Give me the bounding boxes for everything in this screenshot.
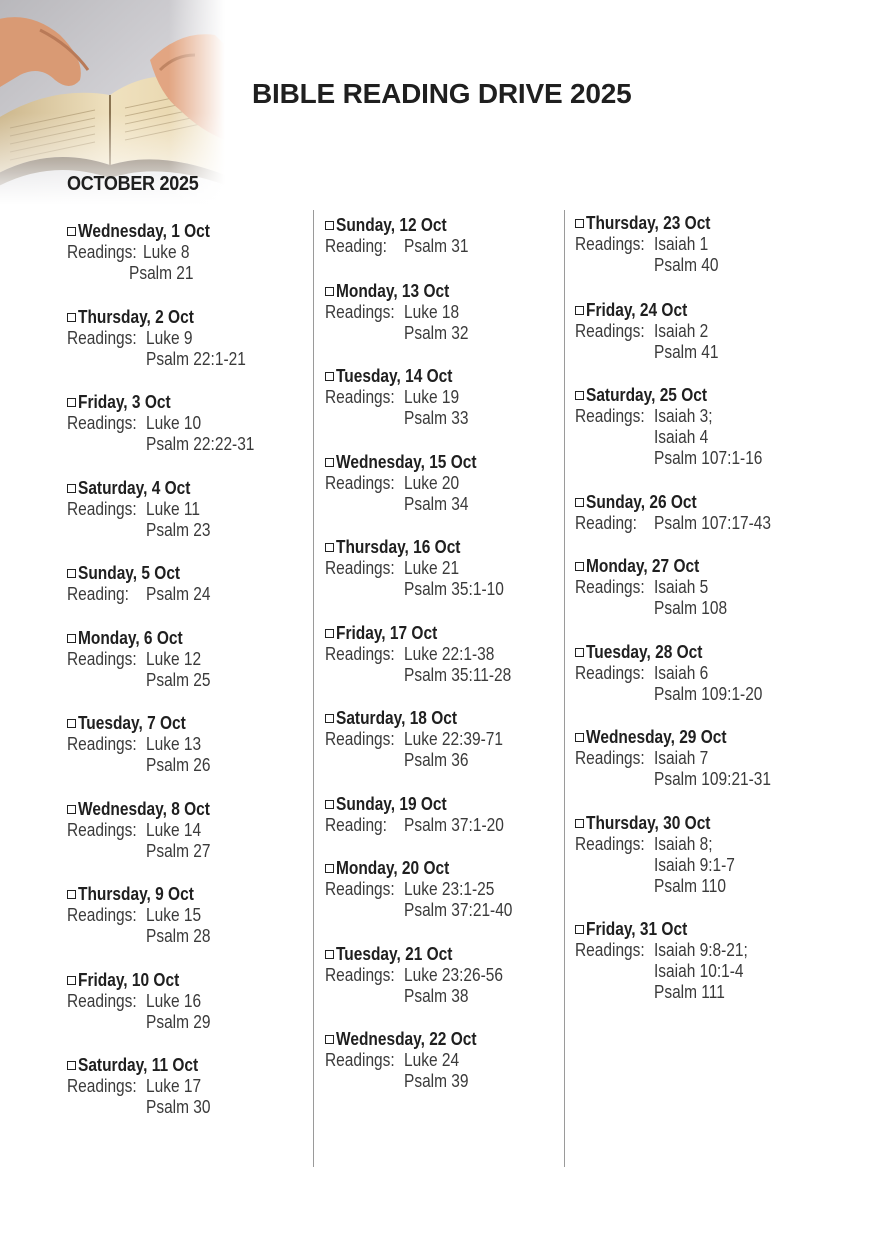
readings-label: Readings: xyxy=(67,649,137,669)
day-label: Wednesday, 22 Oct xyxy=(336,1029,477,1049)
reading-row xyxy=(325,1071,499,1092)
reading-passage: Psalm 107:1-16 xyxy=(654,448,763,468)
reading-passage: Isaiah 9:1-7 xyxy=(654,855,735,875)
readings-label: Readings: xyxy=(325,473,395,493)
checkbox-icon[interactable] xyxy=(325,714,334,723)
readings-label: Readings: xyxy=(575,234,645,254)
day-label: Friday, 24 Oct xyxy=(586,300,688,320)
day-entry xyxy=(67,307,246,370)
reading-passage: Luke 13 xyxy=(146,734,202,754)
reading-passage: Luke 23:26-56 xyxy=(404,965,503,985)
checkbox-icon[interactable] xyxy=(67,227,76,236)
day-heading xyxy=(575,300,704,321)
checkbox-icon[interactable] xyxy=(325,287,334,296)
day-label: Friday, 31 Oct xyxy=(586,919,688,939)
reading-row xyxy=(67,905,213,926)
reading-passage: Psalm 24 xyxy=(146,584,211,604)
reading-row xyxy=(325,900,513,921)
reading-row xyxy=(325,879,495,900)
day-entry xyxy=(325,281,468,344)
reading-row xyxy=(67,584,211,605)
reading-row xyxy=(67,242,231,263)
reading-row xyxy=(67,499,209,520)
checkbox-icon[interactable] xyxy=(325,800,334,809)
day-label: Sunday, 12 Oct xyxy=(336,215,447,235)
reading-row xyxy=(325,473,499,494)
day-entry xyxy=(575,385,763,469)
reading-passage: Luke 21 xyxy=(404,558,460,578)
day-entry xyxy=(325,944,503,1007)
readings-label: Reading: xyxy=(67,584,129,604)
reading-row xyxy=(67,413,202,434)
checkbox-icon[interactable] xyxy=(325,372,334,381)
day-label: Sunday, 19 Oct xyxy=(336,794,447,814)
day-entry xyxy=(575,213,731,276)
reading-row xyxy=(67,841,231,862)
reading-row xyxy=(575,342,719,363)
reading-row xyxy=(575,234,731,255)
reading-passage: Psalm 35:1-10 xyxy=(404,579,504,599)
month-heading: OCTOBER 2025 xyxy=(67,173,199,195)
day-label: Friday, 17 Oct xyxy=(336,623,438,643)
reading-passage: Psalm 41 xyxy=(654,342,719,362)
day-label: Sunday, 26 Oct xyxy=(586,492,697,512)
reading-row xyxy=(575,577,718,598)
reading-passage: Psalm 28 xyxy=(146,926,211,946)
checkbox-icon[interactable] xyxy=(575,219,584,228)
day-heading xyxy=(67,628,200,649)
reading-row xyxy=(325,302,468,323)
reading-row xyxy=(575,961,744,982)
reading-row xyxy=(325,494,499,515)
reading-passage: Psalm 26 xyxy=(146,755,211,775)
day-entry xyxy=(67,884,213,947)
reading-row xyxy=(67,755,211,776)
reading-passage: Psalm 110 xyxy=(654,876,726,896)
reading-passage: Psalm 109:1-20 xyxy=(654,684,763,704)
reading-row xyxy=(67,734,203,755)
readings-label: Readings: xyxy=(67,413,137,433)
reading-passage: Psalm 31 xyxy=(404,236,469,256)
day-heading xyxy=(325,944,471,965)
reading-row xyxy=(67,328,213,349)
reading-passage: Luke 9 xyxy=(146,328,193,348)
readings-label: Readings: xyxy=(67,820,137,840)
reading-passage: Psalm 39 xyxy=(404,1071,469,1091)
day-label: Saturday, 25 Oct xyxy=(586,385,708,405)
checkbox-icon[interactable] xyxy=(325,629,334,638)
readings-label: Readings: xyxy=(325,302,395,322)
day-heading xyxy=(325,623,454,644)
day-entry xyxy=(575,556,728,619)
reading-row xyxy=(67,349,246,370)
day-label: Thursday, 30 Oct xyxy=(586,813,711,833)
reading-passage: Luke 10 xyxy=(146,413,202,433)
reading-row xyxy=(575,834,731,855)
day-entry xyxy=(67,563,211,605)
checkbox-icon[interactable] xyxy=(575,648,584,657)
reading-row xyxy=(325,965,503,986)
day-entry xyxy=(67,221,231,284)
readings-label: Readings: xyxy=(67,1076,137,1096)
day-heading xyxy=(325,281,468,302)
reading-row xyxy=(575,684,763,705)
reading-passage: Isaiah 3; xyxy=(654,406,713,426)
reading-passage: Isaiah 2 xyxy=(654,321,709,341)
day-label: Tuesday, 28 Oct xyxy=(586,642,703,662)
day-heading xyxy=(325,858,468,879)
reading-row xyxy=(575,748,749,769)
day-heading xyxy=(67,221,231,242)
reading-row xyxy=(67,991,202,1012)
checkbox-icon[interactable] xyxy=(575,498,584,507)
day-label: Sunday, 5 Oct xyxy=(78,563,181,583)
reading-passage: Luke 16 xyxy=(146,991,202,1011)
readings-label: Readings: xyxy=(325,879,395,899)
readings-label: Readings: xyxy=(325,558,395,578)
day-entry xyxy=(325,537,504,600)
page-title: BIBLE READING DRIVE 2025 xyxy=(252,78,632,109)
day-label: Thursday, 16 Oct xyxy=(336,537,461,557)
reading-passage: Luke 22:39-71 xyxy=(404,729,503,749)
reading-row xyxy=(67,670,211,691)
readings-label: Readings: xyxy=(575,406,645,426)
reading-passage: Luke 19 xyxy=(404,387,460,407)
day-heading xyxy=(325,1029,499,1050)
day-heading xyxy=(575,813,731,834)
checkbox-icon[interactable] xyxy=(325,221,334,230)
readings-label: Readings: xyxy=(67,499,137,519)
day-entry xyxy=(325,1029,499,1092)
day-heading xyxy=(67,478,209,499)
day-entry xyxy=(575,813,735,897)
readings-label: Readings: xyxy=(67,328,137,348)
readings-label: Readings: xyxy=(325,729,395,749)
reading-passage: Luke 17 xyxy=(146,1076,202,1096)
reading-passage: Luke 15 xyxy=(146,905,202,925)
reading-row xyxy=(575,513,772,534)
checkbox-icon[interactable] xyxy=(325,458,334,467)
readings-label: Readings: xyxy=(67,734,137,754)
reading-row xyxy=(67,649,200,670)
day-entry xyxy=(67,1055,218,1118)
reading-row xyxy=(575,982,725,1003)
day-entry xyxy=(67,478,209,541)
reading-row xyxy=(325,323,468,344)
checkbox-icon[interactable] xyxy=(575,391,584,400)
reading-row xyxy=(67,1012,211,1033)
day-heading xyxy=(575,919,704,940)
checkbox-icon[interactable] xyxy=(67,569,76,578)
reading-passage: Luke 18 xyxy=(404,302,460,322)
reading-passage: Isaiah 8; xyxy=(654,834,713,854)
reading-passage: Psalm 27 xyxy=(146,841,211,861)
reading-passage: Psalm 107:17-43 xyxy=(654,513,772,533)
day-entry xyxy=(325,366,471,429)
day-label: Monday, 27 Oct xyxy=(586,556,700,576)
day-entry xyxy=(67,628,211,691)
reading-passage: Psalm 25 xyxy=(146,670,211,690)
checkbox-icon[interactable] xyxy=(575,562,584,571)
reading-row xyxy=(325,579,504,600)
day-label: Friday, 10 Oct xyxy=(78,970,180,990)
day-entry xyxy=(67,713,211,776)
readings-label: Readings: xyxy=(575,577,645,597)
checkbox-icon[interactable] xyxy=(67,805,76,814)
day-heading xyxy=(325,215,465,236)
checkbox-icon[interactable] xyxy=(67,484,76,493)
day-label: Wednesday, 29 Oct xyxy=(586,727,727,747)
day-entry xyxy=(325,794,504,836)
checkbox-icon[interactable] xyxy=(67,313,76,322)
readings-label: Readings: xyxy=(575,321,645,341)
day-label: Thursday, 9 Oct xyxy=(78,884,194,904)
checkbox-icon[interactable] xyxy=(575,925,584,934)
reading-row xyxy=(325,986,471,1007)
reading-passage: Isaiah 4 xyxy=(654,427,709,447)
reading-passage: Psalm 109:21-31 xyxy=(654,769,772,789)
day-heading xyxy=(67,392,186,413)
day-label: Saturday, 4 Oct xyxy=(78,478,191,498)
day-label: Tuesday, 7 Oct xyxy=(78,713,186,733)
reading-passage: Psalm 36 xyxy=(404,750,469,770)
reading-passage: Psalm 33 xyxy=(404,408,469,428)
reading-passage: Luke 20 xyxy=(404,473,460,493)
readings-label: Readings: xyxy=(67,242,137,262)
day-heading xyxy=(325,366,471,387)
day-label: Tuesday, 14 Oct xyxy=(336,366,453,386)
reading-passage: Isaiah 9:8-21; xyxy=(654,940,748,960)
reading-passage: Psalm 37:1-20 xyxy=(404,815,504,835)
day-label: Friday, 3 Oct xyxy=(78,392,171,412)
day-heading xyxy=(575,727,749,748)
checkbox-icon[interactable] xyxy=(67,719,76,728)
readings-label: Reading: xyxy=(325,815,387,835)
day-label: Wednesday, 15 Oct xyxy=(336,452,477,472)
day-entry xyxy=(575,492,772,534)
readings-label: Readings: xyxy=(575,940,645,960)
reading-passage: Isaiah 7 xyxy=(654,748,709,768)
reading-passage: Psalm 23 xyxy=(146,520,211,540)
day-entry xyxy=(575,300,719,363)
day-heading xyxy=(325,452,499,473)
day-label: Monday, 6 Oct xyxy=(78,628,183,648)
reading-row xyxy=(575,940,748,961)
checkbox-icon[interactable] xyxy=(67,634,76,643)
reading-row xyxy=(325,387,471,408)
reading-row xyxy=(575,769,772,790)
day-label: Wednesday, 1 Oct xyxy=(78,221,210,241)
reading-passage: Psalm 22:22-31 xyxy=(146,434,255,454)
day-heading xyxy=(67,799,231,820)
reading-row xyxy=(575,321,709,342)
day-entry xyxy=(325,215,469,257)
day-heading xyxy=(325,537,481,558)
reading-row xyxy=(575,598,728,619)
readings-label: Readings: xyxy=(325,965,395,985)
checkbox-icon[interactable] xyxy=(67,1061,76,1070)
reading-passage: Isaiah 6 xyxy=(654,663,709,683)
reading-row xyxy=(67,820,231,841)
readings-label: Reading: xyxy=(575,513,637,533)
day-entry xyxy=(575,642,763,705)
day-label: Saturday, 18 Oct xyxy=(336,708,458,728)
reading-row xyxy=(325,1050,499,1071)
reading-passage: Luke 12 xyxy=(146,649,202,669)
day-label: Wednesday, 8 Oct xyxy=(78,799,210,819)
reading-passage: Psalm 40 xyxy=(654,255,719,275)
reading-passage: Psalm 37:21-40 xyxy=(404,900,513,920)
reading-row xyxy=(67,926,213,947)
reading-row xyxy=(575,663,721,684)
reading-passage: Isaiah 5 xyxy=(654,577,709,597)
day-heading xyxy=(67,307,213,328)
readings-label: Readings: xyxy=(325,644,395,664)
checkbox-icon[interactable] xyxy=(575,733,584,742)
reading-row xyxy=(575,855,735,876)
reading-passage: Psalm 38 xyxy=(404,986,469,1006)
day-heading xyxy=(67,970,196,991)
day-entry xyxy=(67,970,211,1033)
reading-row xyxy=(67,520,209,541)
column-divider xyxy=(564,210,565,1167)
day-heading xyxy=(575,556,718,577)
reading-passage: Psalm 22:1-21 xyxy=(146,349,246,369)
readings-label: Readings: xyxy=(67,991,137,1011)
day-label: Saturday, 11 Oct xyxy=(78,1055,199,1075)
day-entry xyxy=(325,858,513,921)
reading-row xyxy=(325,750,477,771)
day-entry xyxy=(325,452,499,515)
day-heading xyxy=(67,563,197,584)
day-entry xyxy=(67,799,231,862)
day-heading xyxy=(67,1055,218,1076)
reading-passage: Psalm 29 xyxy=(146,1012,211,1032)
reading-passage: Psalm 111 xyxy=(654,982,725,1002)
reading-row xyxy=(325,729,503,750)
day-label: Monday, 13 Oct xyxy=(336,281,450,301)
readings-label: Readings: xyxy=(575,663,645,683)
checkbox-icon[interactable] xyxy=(67,890,76,899)
checkbox-icon[interactable] xyxy=(67,398,76,407)
reading-passage: Luke 8 xyxy=(143,242,190,262)
day-heading xyxy=(67,713,203,734)
day-heading xyxy=(325,794,465,815)
reading-row xyxy=(325,644,495,665)
checkbox-icon[interactable] xyxy=(575,306,584,315)
day-label: Monday, 20 Oct xyxy=(336,858,450,878)
day-entry xyxy=(67,392,255,455)
reading-passage: Luke 14 xyxy=(146,820,202,840)
checkbox-icon[interactable] xyxy=(325,864,334,873)
reading-row xyxy=(575,255,731,276)
reading-passage: Psalm 21 xyxy=(129,263,194,283)
day-heading xyxy=(575,492,715,513)
day-label: Thursday, 23 Oct xyxy=(586,213,711,233)
readings-label: Readings: xyxy=(575,748,645,768)
reading-row xyxy=(575,427,727,448)
readings-label: Reading: xyxy=(325,236,387,256)
day-heading xyxy=(325,708,477,729)
day-label: Thursday, 2 Oct xyxy=(78,307,194,327)
reading-row xyxy=(325,558,481,579)
reading-passage: Isaiah 1 xyxy=(654,234,709,254)
reading-row xyxy=(325,236,469,257)
reading-passage: Psalm 108 xyxy=(654,598,728,618)
readings-label: Readings: xyxy=(575,834,645,854)
day-heading xyxy=(575,385,727,406)
reading-row xyxy=(67,434,255,455)
reading-row xyxy=(325,815,504,836)
reading-row xyxy=(325,665,512,686)
day-entry xyxy=(325,623,512,686)
reading-passage: Psalm 30 xyxy=(146,1097,211,1117)
reading-passage: Luke 11 xyxy=(146,499,200,519)
checkbox-icon[interactable] xyxy=(325,543,334,552)
reading-passage: Luke 24 xyxy=(404,1050,460,1070)
readings-label: Readings: xyxy=(67,905,137,925)
reading-row xyxy=(67,1097,218,1118)
reading-passage: Psalm 35:11-28 xyxy=(404,665,512,685)
reading-row xyxy=(575,406,727,427)
day-entry xyxy=(325,708,503,771)
checkbox-icon[interactable] xyxy=(67,976,76,985)
checkbox-icon[interactable] xyxy=(325,950,334,959)
day-heading xyxy=(67,884,213,905)
checkbox-icon[interactable] xyxy=(575,819,584,828)
day-label: Tuesday, 21 Oct xyxy=(336,944,453,964)
day-heading xyxy=(575,642,721,663)
readings-label: Readings: xyxy=(325,387,395,407)
reading-row xyxy=(575,448,763,469)
reading-row xyxy=(575,876,731,897)
day-entry xyxy=(575,919,748,1003)
reading-passage: Isaiah 10:1-4 xyxy=(654,961,744,981)
column-divider xyxy=(313,210,314,1167)
day-entry xyxy=(575,727,772,790)
reading-passage: Luke 22:1-38 xyxy=(404,644,495,664)
reading-row xyxy=(325,408,471,429)
reading-passage: Psalm 32 xyxy=(404,323,469,343)
reading-row xyxy=(67,1076,218,1097)
reading-passage: Psalm 34 xyxy=(404,494,469,514)
checkbox-icon[interactable] xyxy=(325,1035,334,1044)
day-heading xyxy=(575,213,731,234)
reading-row xyxy=(67,263,231,284)
readings-label: Readings: xyxy=(325,1050,395,1070)
reading-passage: Luke 23:1-25 xyxy=(404,879,495,899)
